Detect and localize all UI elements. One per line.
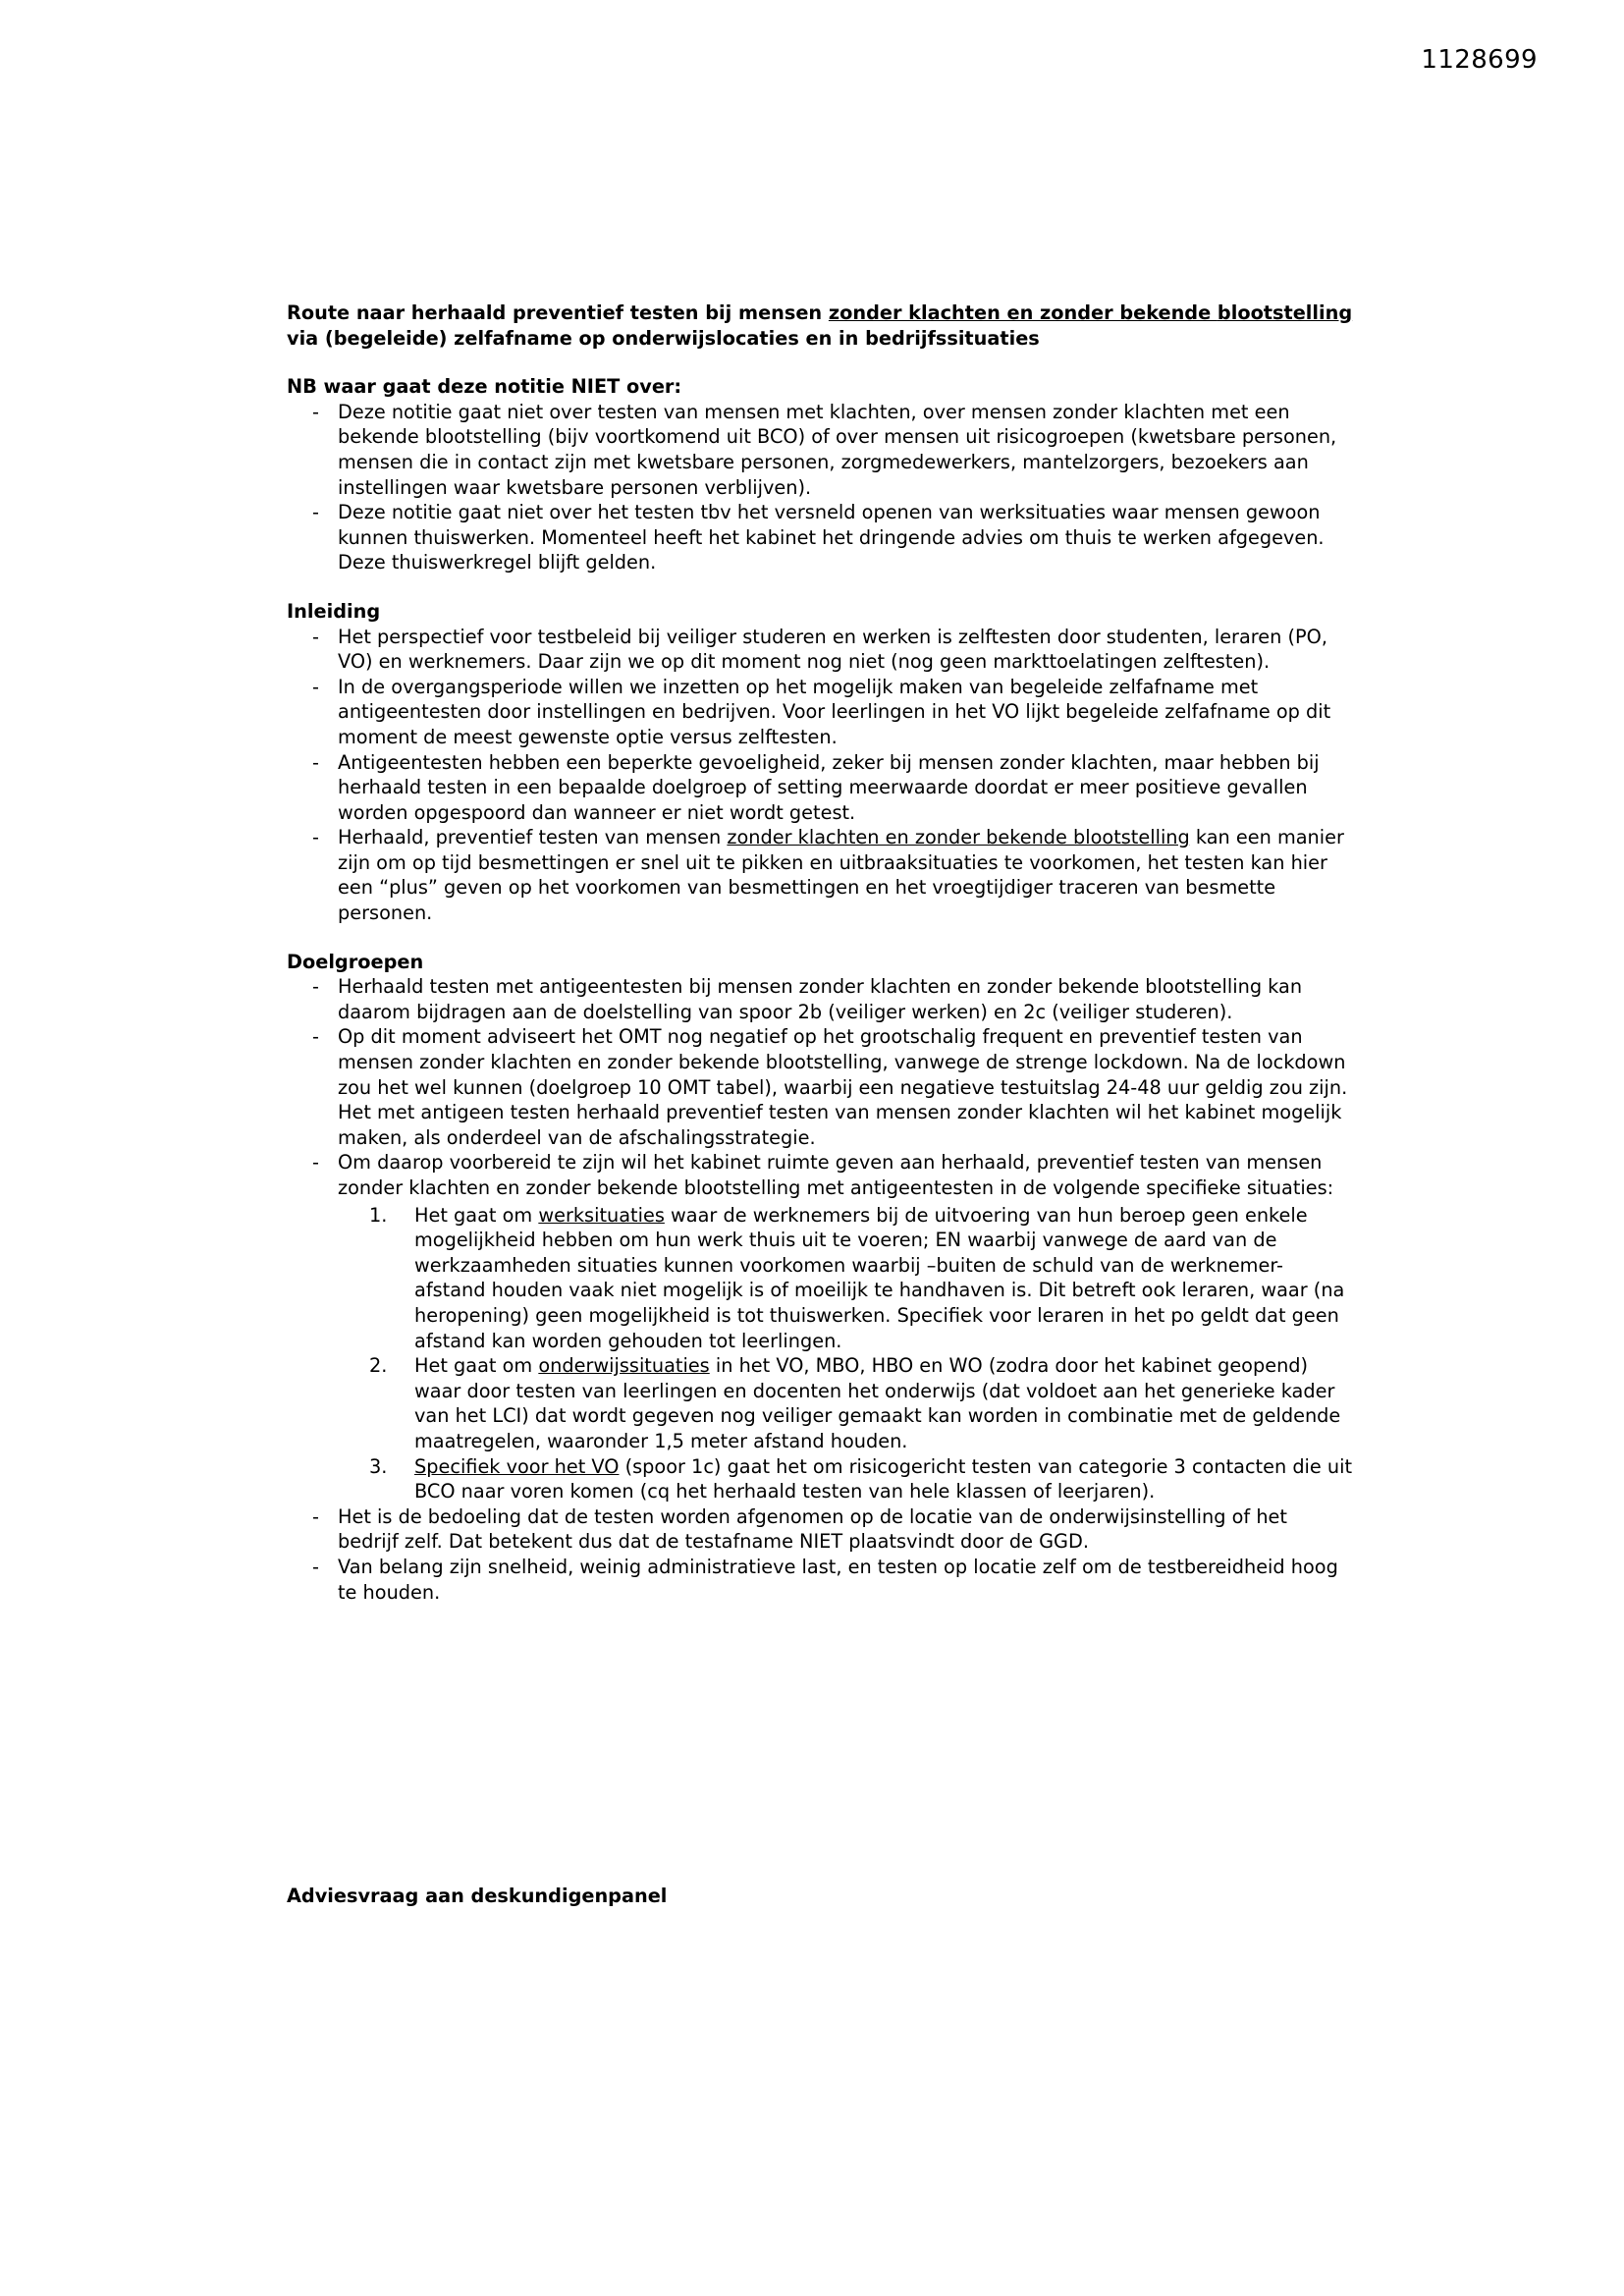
- list-item: [312, 500, 1353, 575]
- list-item-text-pre: Herhaald, preventief testen van mensen: [338, 826, 728, 849]
- bullet-list-doelgroepen-before: [287, 974, 1353, 1200]
- list-item-text-pre: Het gaat om: [414, 1354, 539, 1378]
- list-item-text: Van belang zijn snelheid, weinig administratieve last, en testen op locatie zelf om de testbereidheid hoog te houden.: [338, 1555, 1338, 1604]
- list-item-text: Het perspectief voor testbeleid bij veiliger studeren en werken is zelftesten door studenten, leraren (PO, VO) en werknemers. Daar zijn we op dit moment nog niet (nog geen markttoelatingen zelftesten).: [338, 625, 1327, 674]
- list-item: [312, 825, 1353, 925]
- dash-bullet-icon: -: [312, 1504, 319, 1528]
- bullet-list-nb: [287, 400, 1353, 575]
- list-item: [312, 400, 1353, 500]
- section-heading-nb: NB waar gaat deze notitie NIET over:: [287, 375, 682, 399]
- section-heading-doelgroepen: Doelgroepen: [287, 950, 424, 973]
- list-number-marker: 2.: [369, 1354, 388, 1378]
- dash-bullet-icon: -: [312, 1151, 319, 1175]
- list-item: [312, 1555, 1353, 1605]
- title-underlined-part-1: zonder klachten en zonder bekende: [828, 301, 1218, 324]
- list-item: [312, 1504, 1353, 1555]
- list-item-text: Herhaald testen met antigeentesten bij mensen zonder klachten en zonder bekende blootstelling kan daarom bijdragen aan de doelstelling van spoor 2b (veiliger werken) en 2c (veiliger studeren).: [338, 975, 1303, 1023]
- title-underlined-part-2: blootstelling: [1217, 301, 1353, 324]
- list-item-text: In de overgangsperiode willen we inzetten op het mogelijk maken van begeleide zelfafname met antigeentesten door instellingen en bedrijven. Voor leerlingen in het VO lijkt begeleide zelfafname op dit moment de meest gewenste optie versus zelftesten.: [338, 675, 1331, 748]
- list-item: [312, 675, 1353, 750]
- list-item: [312, 1150, 1353, 1200]
- list-number-marker: 3.: [369, 1454, 388, 1478]
- section-heading-inleiding: Inleiding: [287, 599, 381, 623]
- dash-bullet-icon: -: [312, 750, 319, 774]
- list-item-text: Antigeentesten hebben een beperkte gevoeligheid, zeker bij mensen zonder klachten, maar hebben bij herhaald testen in een bepaalde doelgroep of setting meerwaarde doordat er meer positieve gevallen worden opgespoord dan wanneer er niet wordt getest.: [338, 750, 1320, 824]
- list-number-marker: 1.: [369, 1203, 388, 1227]
- closing-heading-adviesvraag: Adviesvraag aan deskundigenpanel: [287, 1885, 668, 1907]
- list-item-text: Het is de bedoeling dat de testen worden afgenomen op de locatie van de onderwijsinstelling of het bedrijf zelf. Dat betekent dus dat de testafname NIET plaatsvindt door de GGD.: [338, 1504, 1287, 1554]
- bullet-list-doelgroepen-after: [287, 1504, 1353, 1605]
- list-item-text: Deze notitie gaat niet over testen van mensen met klachten, over mensen zonder klachten met een bekende blootstelling (bijv voortkomend uit BCO) of over mensen uit risicogroepen (kwetsbare personen, mensen die in contact zijn met kwetsbare personen, zorgmedewerkers, mantelzorgers, bezoekers aan instellingen waar kwetsbare personen verblijven).: [338, 400, 1337, 499]
- list-item-text-underlined: Specifiek voor het VO: [414, 1454, 620, 1478]
- list-item: [312, 1024, 1353, 1150]
- numbered-list-item: [369, 1454, 1353, 1504]
- list-item-text-underlined: zonder klachten en zonder bekende blootstelling: [727, 826, 1190, 849]
- list-item: [312, 974, 1353, 1024]
- list-item-text: Op dit moment adviseert het OMT nog negatief op het grootschalig frequent en preventief testen van mensen zonder klachten en zonder bekende blootstelling, vanwege de strenge lockdown. Na de lockdown zou het wel kunnen (doelgroep 10 OMT tabel), waarbij een negatieve testuitslag 24-48 uur geldig zou zijn. Het met antigeen testen herhaald preventief testen van mensen zonder klachten wil het kabinet mogelijk maken, als onderdeel van de afschalingsstrategie.: [338, 1025, 1348, 1149]
- list-item-text-pre: Het gaat om: [414, 1203, 539, 1227]
- list-item-text-post: (spoor 1c) gaat het om risicogericht testen van categorie 3 contacten die uit BCO naar voren komen (cq het herhaald testen van hele klassen of leerjaren).: [414, 1454, 1353, 1503]
- list-item-text-underlined: werksituaties: [538, 1203, 665, 1227]
- list-item: [312, 750, 1353, 826]
- numbered-list-item: [369, 1353, 1353, 1453]
- bullet-list-inleiding: [287, 625, 1353, 926]
- list-item-text-post: waar de werknemers bij de uitvoering van hun beroep geen enkele mogelijkheid hebben om hun werk thuis uit te voeren; EN waarbij vanwege de aard van de werkzaamheden situaties kunnen voorkomen waarbij –buiten de schuld van de werknemer- afstand houden vaak niet mogelijk is of moeilijk te handhaven is. Dit betreft ook leraren, waar (na heropening) geen mogelijkheid is tot thuiswerken. Specifiek voor leraren in het po geldt dat geen afstand kan worden gehouden tot leerlingen.: [414, 1203, 1345, 1352]
- numbered-list-item: [369, 1203, 1353, 1354]
- dash-bullet-icon: -: [312, 400, 319, 423]
- document-id-number: 1128699: [1421, 45, 1538, 75]
- dash-bullet-icon: -: [312, 1025, 319, 1049]
- list-item: [312, 625, 1353, 675]
- list-item-text-post: in het VO, MBO, HBO en WO (zodra door het kabinet geopend) waar door testen van leerlingen en docenten het onderwijs (dat voldoet aan het generieke kader van het LCI) dat wordt gegeven nog veiliger gemaakt kan worden in combinatie met de geldende maatregelen, waaronder 1,5 meter afstand houden.: [414, 1354, 1341, 1452]
- dash-bullet-icon: -: [312, 675, 319, 698]
- document-body: [287, 301, 1353, 1605]
- list-item-text-underlined: onderwijssituaties: [538, 1354, 710, 1378]
- dash-bullet-icon: -: [312, 1555, 319, 1578]
- dash-bullet-icon: -: [312, 826, 319, 849]
- dash-bullet-icon: -: [312, 501, 319, 524]
- title-lead: Route naar herhaald preventief testen bij mensen: [287, 301, 829, 324]
- list-item-text: Deze notitie gaat niet over het testen tbv het versneld openen van werksituaties waar mensen gewoon kunnen thuiswerken. Momenteel heeft het kabinet het dringende advies om thuis te werken afgegeven. Deze thuiswerkregel blijft gelden.: [338, 501, 1325, 574]
- dash-bullet-icon: -: [312, 625, 319, 648]
- numbered-list-situaties: [287, 1203, 1353, 1504]
- list-item-text: Om daarop voorbereid te zijn wil het kabinet ruimte geven aan herhaald, preventief testen van mensen zonder klachten en zonder bekende blootstelling met antigeentesten in de volgende specifieke situaties:: [338, 1151, 1334, 1199]
- list-item-text-post: kan een manier zijn om op tijd besmettingen er snel uit te pikken en uitbraaksituaties te voorkomen, het testen kan hier een “plus” geven op het voorkomen van besmettingen en het vroegtijdiger traceren van besmette personen.: [338, 826, 1344, 925]
- page-title: [287, 301, 1353, 351]
- title-tail: via (begeleide) zelfafname op onderwijslocaties en in bedrijfssituaties: [287, 326, 1040, 350]
- dash-bullet-icon: -: [312, 975, 319, 999]
